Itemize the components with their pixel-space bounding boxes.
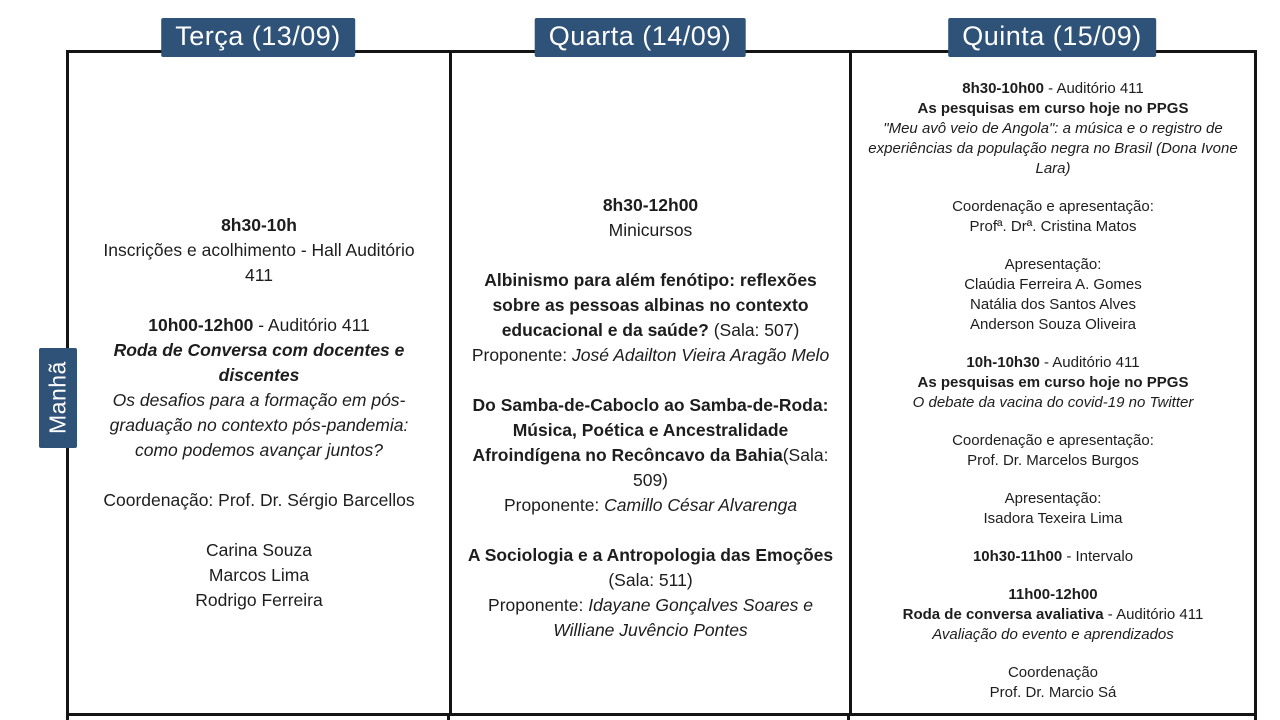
event-line: Minicursos xyxy=(608,220,693,240)
event-line: Proponente: Idayane Gonçalves Soares e Williane Juvêncio Pontes xyxy=(488,595,813,640)
event-block xyxy=(87,538,431,613)
event-line: Coordenação e apresentação: xyxy=(952,198,1154,215)
event-line: Claúdia Ferreira A. Gomes xyxy=(964,276,1142,293)
event-line: Apresentação: xyxy=(1004,256,1102,273)
event-line: Avaliação do evento e aprendizados xyxy=(932,626,1174,643)
event-line: Isadora Texeira Lima xyxy=(983,510,1123,527)
event-block xyxy=(866,431,1240,471)
row-label-manha: Manhã xyxy=(39,348,77,448)
event-line: Profª. Drª. Cristina Matos xyxy=(969,218,1137,235)
day-tab-quinta: Quinta (15/09) xyxy=(948,18,1156,57)
event-block xyxy=(866,255,1240,335)
event-block xyxy=(866,197,1240,237)
event-line: As pesquisas em curso hoje no PPGS xyxy=(917,374,1189,391)
event-line: As pesquisas em curso hoje no PPGS xyxy=(917,100,1189,117)
event-block xyxy=(866,79,1240,179)
event-line: Apresentação: xyxy=(1004,490,1102,507)
event-block xyxy=(866,663,1240,703)
event-line: 8h30-10h00 - Auditório 411 xyxy=(962,80,1144,97)
event-line: Inscrições e acolhimento - Hall Auditório 411 xyxy=(103,240,415,285)
event-block xyxy=(866,353,1240,413)
event-line: Marcos Lima xyxy=(208,565,310,585)
event-line: Coordenação: Prof. Dr. Sérgio Barcellos xyxy=(103,490,415,510)
event-line: Anderson Souza Oliveira xyxy=(970,316,1136,333)
event-line: A Sociologia e a Antropologia das Emoções xyxy=(467,545,834,565)
event-block xyxy=(462,543,839,643)
event-line: Prof. Dr. Marcio Sá xyxy=(989,684,1117,701)
event-line: Natália dos Santos Alves xyxy=(970,296,1136,313)
event-block xyxy=(866,585,1240,645)
event-block xyxy=(87,313,431,463)
event-line: Roda de Conversa com docentes e discentes xyxy=(113,340,405,385)
event-line: Roda de conversa avaliativa - Auditório 411 xyxy=(902,606,1204,623)
event-line: 10h00-12h00 - Auditório 411 xyxy=(148,315,370,335)
day-column-quinta xyxy=(849,53,1254,713)
event-line: Do Samba-de-Caboclo ao Samba-de-Roda: Música, Poética e Ancestralidade Afroindígena no Recôncavo da Bahia(Sala: 509) xyxy=(472,395,829,490)
event-line: 11h00-12h00 xyxy=(1008,586,1098,603)
event-line: O debate da vacina do covid-19 no Twitter xyxy=(912,394,1194,411)
event-line: 8h30-12h00 xyxy=(602,195,699,215)
event-block xyxy=(866,547,1240,567)
event-line: 8h30-10h xyxy=(221,215,297,235)
event-line: 10h-10h30 - Auditório 411 xyxy=(966,354,1140,371)
event-block xyxy=(462,268,839,368)
day-column-quarta xyxy=(449,53,849,713)
event-line: Prof. Dr. Marcelos Burgos xyxy=(967,452,1139,469)
event-block xyxy=(462,193,839,243)
event-line: Proponente: Camillo César Alvarenga xyxy=(503,495,798,515)
event-line: 10h30-11h00 - Intervalo xyxy=(972,548,1134,565)
day-column-terca xyxy=(69,53,449,713)
event-block xyxy=(866,489,1240,529)
event-block xyxy=(87,213,431,288)
event-line: "Meu avô veio de Angola": a música e o registro de experiências da população negra no Brasil (Dona Ivone Lara) xyxy=(868,120,1238,177)
event-line: Coordenação xyxy=(1007,664,1099,681)
table-border-stub xyxy=(447,716,450,720)
event-block xyxy=(87,488,431,513)
day-tab-quarta: Quarta (14/09) xyxy=(535,18,746,57)
event-line: Proponente: José Adailton Vieira Aragão Melo xyxy=(471,345,830,365)
table-border-stub xyxy=(1254,716,1257,720)
event-line: Carina Souza xyxy=(205,540,313,560)
event-line: Os desafios para a formação em pós-graduação no contexto pós-pandemia: como podemos avançar juntos? xyxy=(109,390,409,460)
table-border-stub xyxy=(847,716,850,720)
event-line: Coordenação e apresentação: xyxy=(952,432,1154,449)
event-line: Rodrigo Ferreira xyxy=(195,590,323,610)
schedule-table xyxy=(66,50,1257,716)
day-tab-terca: Terça (13/09) xyxy=(161,18,355,57)
event-line: (Sala: 511) xyxy=(608,570,693,590)
table-border-stub xyxy=(66,716,69,720)
event-line: Albinismo para além fenótipo: reflexões sobre as pessoas albinas no contexto educacional e da saúde? (Sala: 507) xyxy=(484,270,817,340)
event-block xyxy=(462,393,839,518)
